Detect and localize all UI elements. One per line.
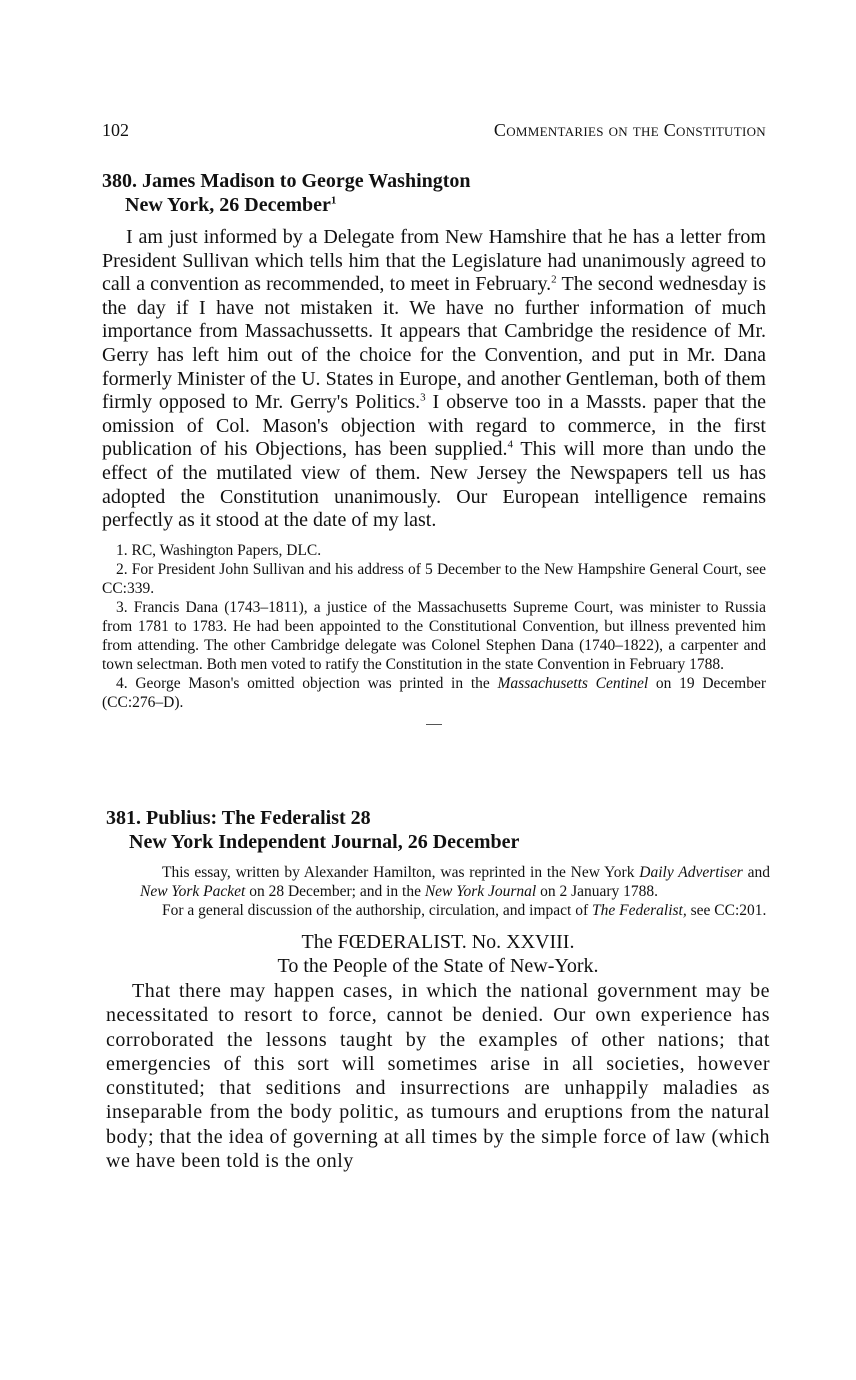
headnote-2-b: see CC:201. — [686, 902, 767, 919]
letter-text-3: I observe too in a Massts. paper that the omission of Col. Mason's objection with regard to commerce, in the first publication of his Objections, has been supplied. — [102, 391, 766, 461]
doc-380-letter — [102, 226, 766, 533]
doc-380-dateline — [102, 193, 766, 217]
doc-380-title: 380. James Madison to George Washington — [102, 170, 471, 192]
letter-text-2: The second wednesday is the day if I have not mistaken it. We have no further information of much importance from Massachussetts. It appears that Cambridge the residence of Mr. Gerry has left him out of the choice for the Convention, and put in Mr. Dana formerly Minister of the U. States in Europe, and another Gentleman, both of them firmly opposed to Mr. Gerry's Politics. — [102, 273, 767, 414]
doc-380-footnotes — [102, 541, 766, 712]
footnote-4-text-b: on 19 December (CC:276–D). — [102, 674, 766, 711]
doc-381-headnote — [106, 863, 770, 920]
footnote-1: 1. RC, Washington Papers, DLC. — [116, 541, 322, 559]
footnote-4-title: Massachusetts Centinel — [497, 674, 649, 692]
essay-title: The FŒDERALIST. No. XXVIII. — [301, 931, 575, 953]
headnote-1-pub1: Daily Advertiser — [639, 864, 743, 881]
footnote-3: 3. Francis Dana (1743–1811), a justice of the Massachusetts Supreme Court, was minister to Russia from 1781 to 1783. He had been appointed to the Constitutional Convention, but illness prevented him from attending. The other Cambridge delegate was Colonel Stephen Dana (1740–1822), a carpenter and town selectman. Both men voted to ratify the Constitution in the state Convention in February 1788. — [102, 598, 766, 673]
doc-380-dateline-text: New York, 26 December — [125, 194, 331, 216]
document-381 — [106, 806, 770, 1173]
headnote-2 — [140, 901, 770, 920]
document-380 — [102, 169, 766, 725]
footnote-ref-3: 3 — [420, 391, 426, 404]
footnote-ref-4: 4 — [507, 438, 514, 451]
headnote-1-pub2: New York Packet — [140, 883, 246, 900]
doc-381-dateline: New York Independent Journal, 26 December — [129, 831, 520, 853]
doc-381-title: 381. Publius: The Federalist 28 — [106, 807, 371, 829]
footnote-ref-2: 2 — [551, 273, 557, 286]
page-header — [102, 120, 766, 144]
footnote-ref-1: 1 — [330, 194, 337, 207]
footnote-4-text-a: 4. George Mason's omitted objection was printed in the — [116, 674, 498, 692]
headnote-2-a: For a general discussion of the authorship, circulation, and impact of — [162, 902, 593, 919]
footnote-2: 2. For President John Sullivan and his address of 5 December to the New Hampshire General Court, see CC:339. — [102, 560, 766, 597]
essay-salutation: To the People of the State of New-York. — [277, 955, 599, 977]
letter-text-1: I am just informed by a Delegate from New Hamshire that he has a letter from President Sullivan which tells him that the Legislature had unanimously agreed to call a convention as recommended, to meet in February. — [102, 226, 766, 296]
headnote-1-d: on 2 January 1788. — [536, 883, 659, 900]
headnote-1-c: on 28 December; and in the — [245, 883, 425, 900]
essay-paragraph: That there may happen cases, in which the national government may be necessitated to resort to force, cannot be denied. Our own experience has corroborated the lessons taught by the examples of other nations; that emergencies of this sort will sometimes arise in all societies, however constituted; that seditions and insurrections are unhappily maladies as inseparable from the body politic, as tumours and eruptions from the natural body; that the idea of governing at all times by the simple force of law (which we have been told is the only — [106, 980, 770, 1173]
headnote-1-pub3: New York Journal — [424, 883, 537, 900]
doc-380-heading — [102, 169, 766, 217]
running-head: Commentaries on the Constitution — [493, 120, 766, 140]
page-number: 102 — [102, 120, 129, 140]
headnote-1-b: and — [742, 864, 770, 881]
letter-text-4: This will more than undo the effect of the mutilated view of them. New Jersey the Newspapers tell us has adopted the Constitution unanimously. Our European intelligence remains perfectly as it stood at the date of my last. — [102, 438, 766, 532]
headnote-2-title: The Federalist, — [592, 902, 687, 919]
section-divider — [426, 724, 442, 725]
footnote-4 — [102, 674, 766, 712]
doc-381-heading — [106, 806, 770, 854]
headnote-1-a: This essay, written by Alexander Hamilton, was reprinted in the New York — [162, 864, 640, 881]
essay-body — [106, 979, 770, 1173]
headnote-1 — [140, 863, 770, 901]
